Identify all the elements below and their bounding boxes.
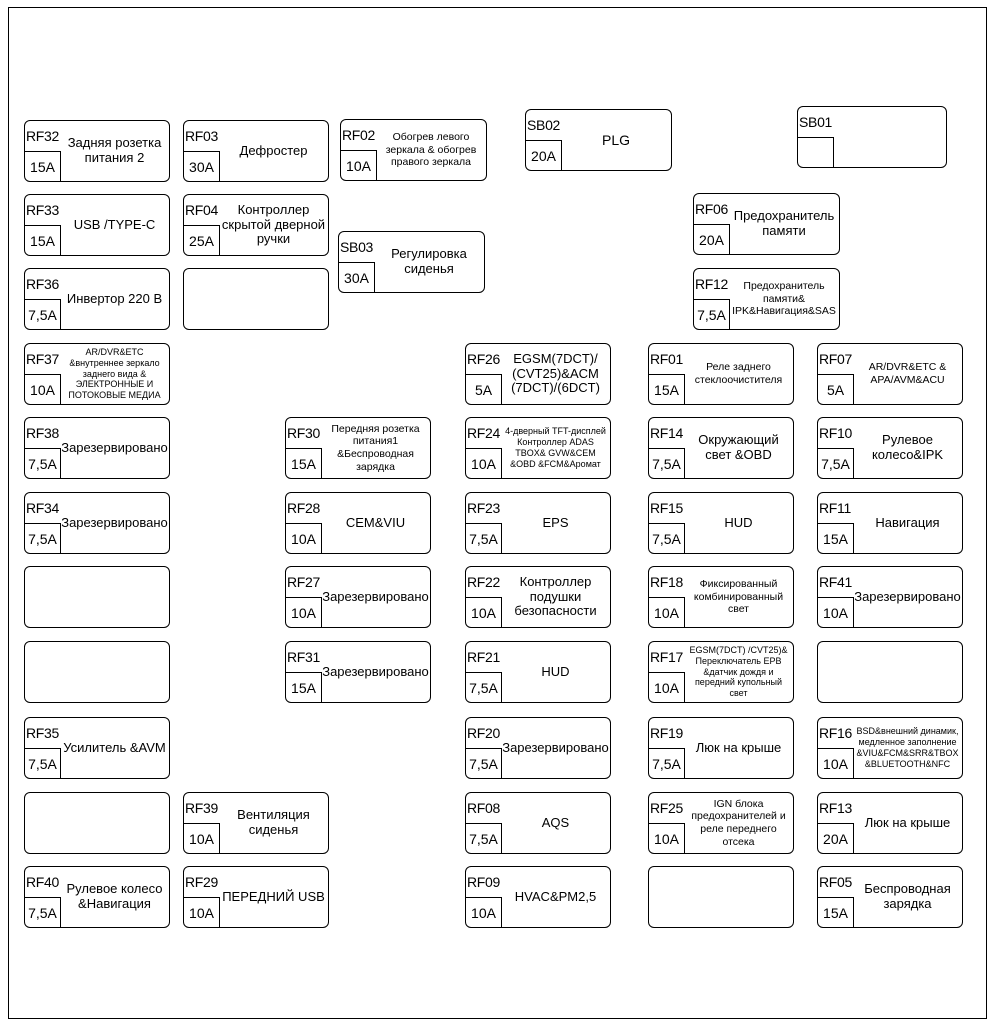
fuse-code: RF10	[819, 425, 853, 441]
fuse-code: RF13	[819, 800, 853, 816]
fuse-description: Рулевое колесо&IPK	[871, 432, 944, 462]
fuse-rf07	[817, 343, 963, 405]
fuse-amperage: 5A	[466, 374, 502, 404]
fuse-amperage: 15A	[25, 225, 61, 255]
fuse-description: Фиксированный комбинированный свет	[693, 578, 784, 616]
fuse-rf13	[817, 792, 963, 854]
fuse-code: RF17	[650, 649, 684, 665]
fuse-rf40	[24, 866, 170, 928]
fuse-amperage: 10A	[466, 597, 502, 627]
fuse-code: RF28	[287, 500, 321, 516]
fuse-code: RF20	[467, 725, 501, 741]
fuse-description	[221, 269, 326, 329]
fuse-description: AR/DVR&ETC & APA/AVM&ACU	[868, 361, 947, 386]
fuse-amperage: 7,5A	[466, 823, 502, 853]
fuse-slot-empty	[24, 792, 170, 854]
fuse-description: Предохранитель памяти	[733, 208, 835, 238]
fuse-rf10	[817, 417, 963, 479]
fuse-rf16	[817, 717, 963, 779]
fuse-amperage: 7,5A	[25, 299, 61, 329]
fuse-rf37	[24, 343, 170, 405]
fuse-description: CEM&VIU	[345, 514, 406, 530]
fuse-rf34	[24, 492, 170, 554]
fuse-slot-empty	[24, 641, 170, 703]
fuse-description: EGSM(7DCT)/ (CVT25)&ACM (7DCT)/(6DCT)	[511, 350, 600, 396]
fuse-code: RF05	[819, 874, 853, 890]
fuse-amperage: 7,5A	[649, 523, 685, 553]
fuse-description: Зарезервировано	[61, 439, 168, 455]
fuse-rf20	[465, 717, 611, 779]
fuse-amperage: 15A	[649, 374, 685, 404]
fuse-amperage: 10A	[649, 823, 685, 853]
fuse-code: RF30	[287, 425, 321, 441]
fuse-rf09	[465, 866, 611, 928]
fuse-amperage: 7,5A	[25, 448, 61, 478]
fuse-code: RF41	[819, 574, 853, 590]
fuse-description: Реле заднего стеклоочистителя	[694, 361, 783, 386]
fuse-description: ПЕРЕДНИЙ USB	[222, 888, 325, 904]
fuse-description: Контроллер подушки безопасности	[514, 573, 597, 619]
fuse-amperage: 10A	[286, 523, 322, 553]
fuse-code: RF39	[185, 800, 219, 816]
fuse-description: Контроллер скрытой дверной ручки	[221, 201, 326, 247]
fuse-description: Обогрев левого зеркала & обогрев правого зеркала	[385, 131, 477, 169]
fuse-rf03	[183, 120, 329, 182]
fuse-sb03	[338, 231, 485, 293]
fuse-amperage: 10A	[818, 597, 854, 627]
fuse-rf08	[465, 792, 611, 854]
fuse-rf27	[285, 566, 431, 628]
fuse-rf29	[183, 866, 329, 928]
fuse-description: AR/DVR&ETC &внутреннее зеркало заднего вида & ЭЛЕКТРОННЫЕ И ПОТОКОВЫЕ МЕДИА	[68, 347, 161, 401]
fuse-code: SB01	[799, 114, 833, 130]
fuse-amperage: 10A	[286, 597, 322, 627]
fuse-rf18	[648, 566, 794, 628]
fuse-slot-empty	[817, 641, 963, 703]
fuse-description: IGN блока предохранителей и реле переднего отсека	[691, 797, 786, 848]
fuse-sb01	[797, 106, 947, 168]
fuse-description: Навигация	[875, 514, 940, 530]
fuse-rf38	[24, 417, 170, 479]
fuse-sb02	[525, 109, 672, 171]
fuse-code: RF16	[819, 725, 853, 741]
fuse-description: Предохранитель памяти& IPK&Навигация&SAS	[732, 280, 836, 318]
fuse-description: HVAC&PM2,5	[514, 888, 597, 904]
fuse-code: RF08	[467, 800, 501, 816]
fuse-code: RF31	[287, 649, 321, 665]
fuse-code: RF11	[819, 500, 851, 516]
fuse-amperage: 10A	[818, 748, 854, 778]
fuse-rf33	[24, 194, 170, 256]
fuse-description: PLG	[601, 131, 630, 148]
fuse-code: RF35	[26, 725, 60, 741]
fuse-rf06	[693, 193, 840, 255]
fuse-amperage: 10A	[184, 897, 220, 927]
fuse-amperage: 15A	[286, 448, 322, 478]
fuse-amperage: 20A	[694, 224, 730, 254]
fuse-description: EPS	[542, 514, 569, 530]
fuse-description: USB /TYPE-C	[73, 216, 156, 232]
fuse-rf11	[817, 492, 963, 554]
fuse-code: RF02	[342, 127, 376, 143]
fuse-description: Люк на крыше	[695, 739, 782, 755]
fuse-code: RF04	[185, 202, 219, 218]
fuse-description: Зарезервировано	[854, 588, 961, 604]
fuse-description: Задняя розетка питания 2	[67, 135, 162, 165]
fuse-description: Зарезервировано	[502, 739, 609, 755]
fuse-amperage: 15A	[818, 523, 854, 553]
fuse-code: RF18	[650, 574, 684, 590]
fuse-description: Зарезервировано	[322, 663, 429, 679]
fuse-description	[62, 567, 167, 627]
fuse-amperage: 20A	[818, 823, 854, 853]
fuse-code: RF15	[650, 500, 684, 516]
fuse-amperage: 7,5A	[649, 748, 685, 778]
fuse-description: BSD&внешний динамик, медленное заполнение &VIU&FCM&SRR&TBOX &BLUETOOTH&NFC	[856, 726, 959, 769]
fuse-code: RF36	[26, 276, 60, 292]
fuse-rf02	[340, 119, 487, 181]
fuse-amperage	[798, 137, 834, 167]
fuse-description: AQS	[541, 814, 570, 830]
fuse-code: RF33	[26, 202, 60, 218]
fuse-amperage: 10A	[25, 374, 61, 404]
fuse-rf26	[465, 343, 611, 405]
fuse-code: RF09	[467, 874, 501, 890]
fuse-code: RF21	[467, 649, 501, 665]
fuse-rf01	[648, 343, 794, 405]
fuse-description	[855, 642, 960, 702]
fuse-amperage: 7,5A	[25, 748, 61, 778]
fuse-code: RF24	[467, 425, 501, 441]
fuse-rf17	[648, 641, 794, 703]
fuse-rf14	[648, 417, 794, 479]
fuse-description: Рулевое колесо &Навигация	[66, 881, 163, 911]
fuse-rf32	[24, 120, 170, 182]
fuse-rf04	[183, 194, 329, 256]
fuse-description: Зарезервировано	[61, 514, 168, 530]
fuse-amperage: 7,5A	[818, 448, 854, 478]
fuse-code: RF01	[650, 351, 684, 367]
fuse-description	[62, 793, 167, 853]
fuse-description: Инвертор 220 В	[66, 290, 163, 306]
fuse-rf22	[465, 566, 611, 628]
fuse-code: RF38	[26, 425, 60, 441]
fuse-rf36	[24, 268, 170, 330]
fuse-description: HUD	[724, 514, 753, 530]
fuse-code: RF26	[467, 351, 501, 367]
fuse-slot-empty	[183, 268, 329, 330]
fuse-amperage: 7,5A	[466, 672, 502, 702]
fuse-amperage: 10A	[466, 448, 502, 478]
fuse-code: RF06	[695, 201, 729, 217]
fuse-description: Регулировка сиденья	[391, 246, 467, 276]
fuse-code: RF14	[650, 425, 684, 441]
fuse-amperage: 30A	[184, 151, 220, 181]
fuse-code: RF03	[185, 128, 219, 144]
fuse-rf31	[285, 641, 431, 703]
fuse-amperage: 7,5A	[25, 523, 61, 553]
fuse-rf19	[648, 717, 794, 779]
fuse-code: RF32	[26, 128, 60, 144]
fuse-description: Беспроводная зарядка	[864, 881, 951, 911]
fuse-description: HUD	[541, 663, 570, 679]
fuse-rf24	[465, 417, 611, 479]
fuse-code: SB02	[527, 117, 561, 133]
fuse-code: RF34	[26, 500, 60, 516]
fuse-description: Зарезервировано	[322, 588, 429, 604]
fuse-amperage: 7,5A	[466, 523, 502, 553]
fuse-description	[62, 642, 167, 702]
fuse-amperage: 25A	[184, 225, 220, 255]
fuse-code: RF40	[26, 874, 60, 890]
fuse-description: Вентиляция сиденья	[237, 807, 310, 837]
fuse-description: Люк на крыше	[864, 814, 951, 830]
fuse-amperage: 7,5A	[25, 897, 61, 927]
fuse-rf41	[817, 566, 963, 628]
fuse-code: RF12	[695, 276, 729, 292]
fuse-amperage: 7,5A	[649, 448, 685, 478]
fuse-rf25	[648, 792, 794, 854]
fuse-rf23	[465, 492, 611, 554]
fuse-amperage: 5A	[818, 374, 854, 404]
fuse-rf12	[693, 268, 840, 330]
fuse-description	[835, 107, 944, 167]
fuse-description	[686, 867, 791, 927]
fuse-amperage: 15A	[818, 897, 854, 927]
fuse-amperage: 7,5A	[466, 748, 502, 778]
fuse-description: Дефростер	[239, 142, 308, 158]
fuse-description: 4-дверный TFT-дисплей Контроллер ADAS TBOX& GVW&CEM &OBD &FCM&Аромат	[505, 426, 606, 469]
fuse-code: RF07	[819, 351, 853, 367]
fuse-rf15	[648, 492, 794, 554]
fuse-amperage: 10A	[184, 823, 220, 853]
fuse-code: RF25	[650, 800, 684, 816]
fuse-description: Окружающий свет &OBD	[698, 432, 779, 462]
fuse-slot-empty	[24, 566, 170, 628]
fuse-rf35	[24, 717, 170, 779]
fuse-amperage: 7,5A	[694, 299, 730, 329]
fuse-code: RF27	[287, 574, 321, 590]
fuse-description: Усилитель &AVM	[63, 739, 166, 755]
fuse-amperage: 15A	[25, 151, 61, 181]
fuse-code: RF22	[467, 574, 501, 590]
fuse-amperage: 10A	[341, 150, 377, 180]
fuse-slot-empty	[648, 866, 794, 928]
fuse-rf39	[183, 792, 329, 854]
fuse-code: RF29	[185, 874, 219, 890]
fuse-rf28	[285, 492, 431, 554]
fuse-code: RF19	[650, 725, 684, 741]
fuse-amperage: 20A	[526, 140, 562, 170]
fuse-description: Передняя розетка питания1 &Беспроводная зарядка	[331, 422, 420, 473]
fuse-amperage: 30A	[339, 262, 375, 292]
fuse-code: RF37	[26, 351, 60, 367]
fuse-amperage: 10A	[466, 897, 502, 927]
fuse-amperage: 15A	[286, 672, 322, 702]
fuse-amperage: 10A	[649, 672, 685, 702]
fuse-code: RF23	[467, 500, 501, 516]
fuse-amperage: 10A	[649, 597, 685, 627]
fuse-description: EGSM(7DCT) /CVT25)& Переключатель EPB &датчик дождя и передний купольный свет	[689, 645, 788, 699]
fuse-rf21	[465, 641, 611, 703]
fuse-code: SB03	[340, 239, 374, 255]
fuse-rf30	[285, 417, 431, 479]
fuse-rf05	[817, 866, 963, 928]
